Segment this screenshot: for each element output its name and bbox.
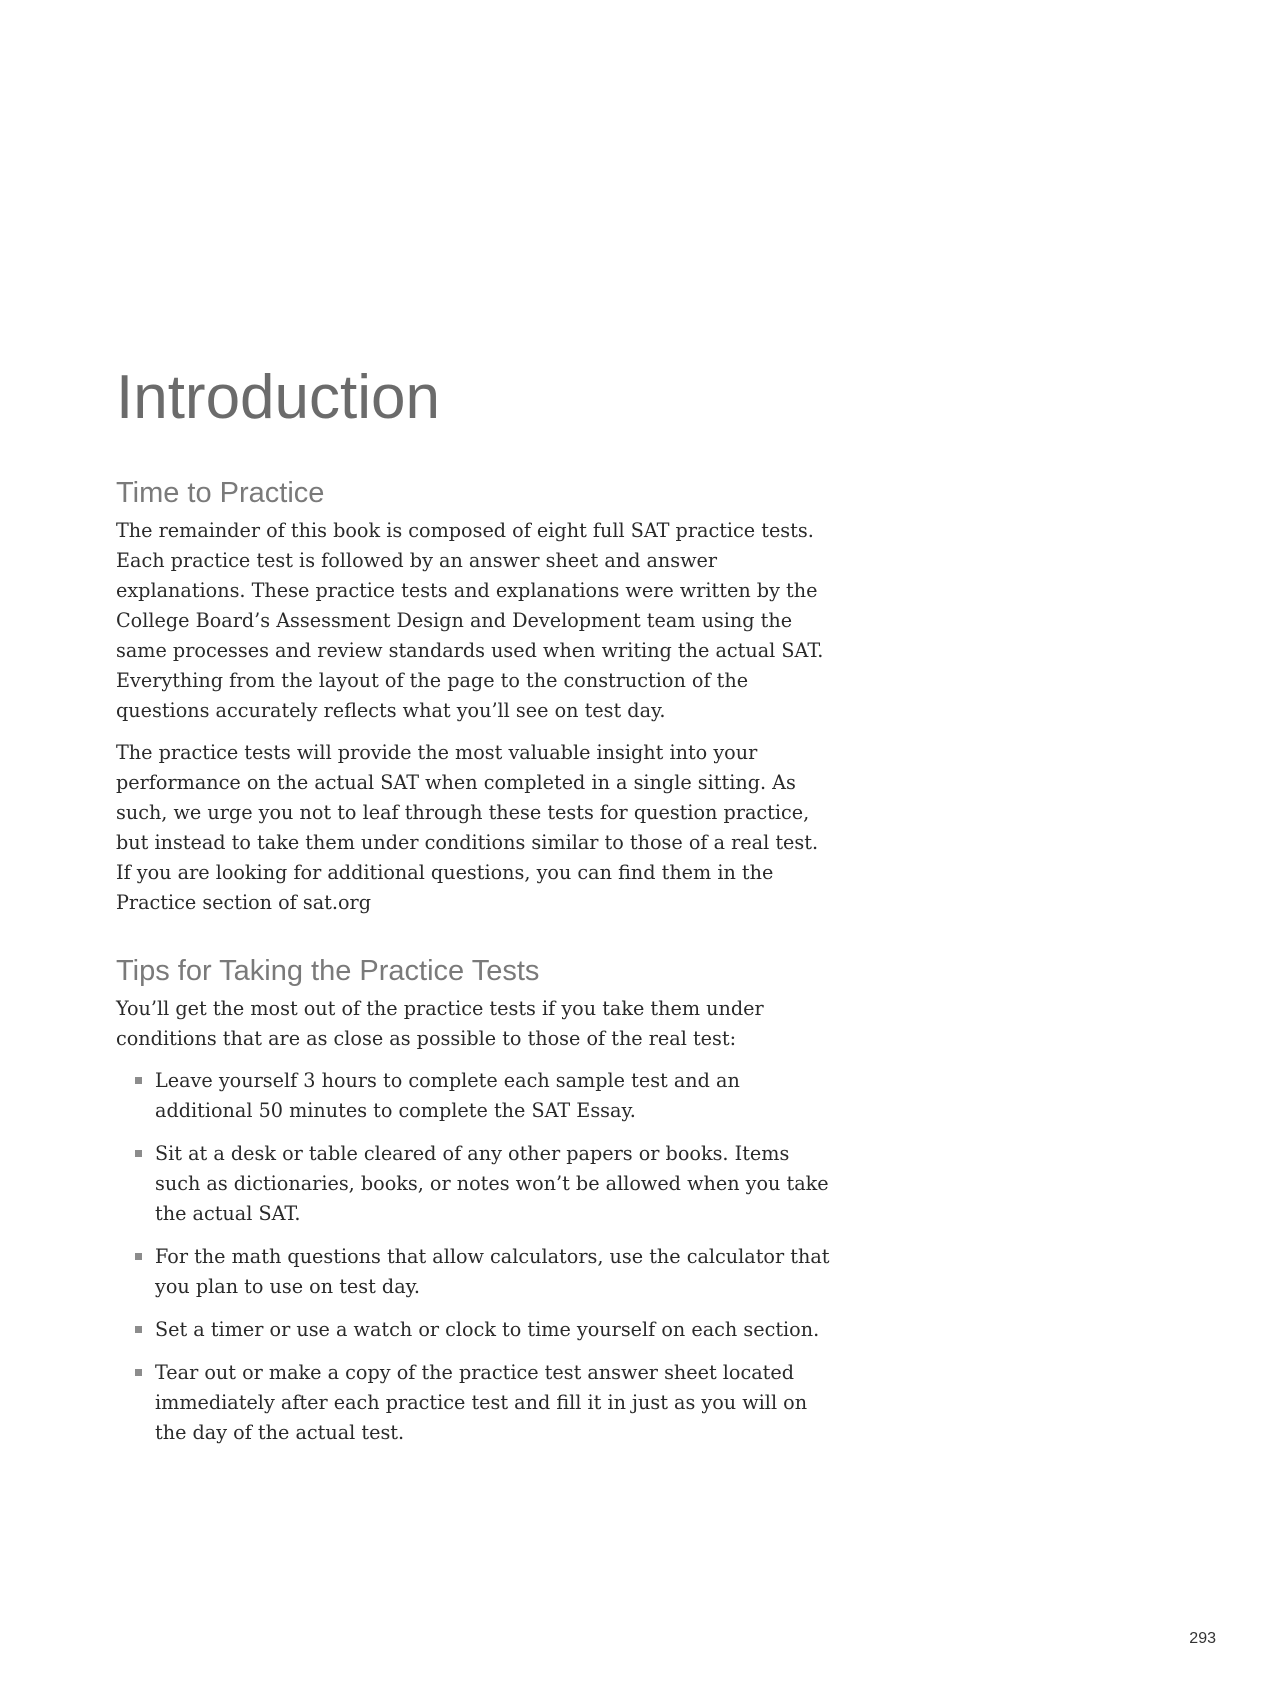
list-item [116,1242,836,1302]
square-bullet-icon [135,1253,142,1260]
page-number: 293 [1189,1630,1216,1647]
section-time-to-practice [116,474,836,930]
list-item-text: Set a timer or use a watch or clock to time yourself on each section. [155,1318,820,1341]
list-item [116,1066,836,1126]
paragraph: The remainder of this book is composed of eight full SAT practice tests. Each practice test is followed by an answer sheet and answer explanations. These practice tests and explanations were written by the College Board’s Assessment Design and Development team using the same processes and review standards used when writing the actual SAT. Everything from the layout of the page to the construction of the questions accurately reflects what you’ll see on test day. [116,519,824,722]
list-item-text: Tear out or make a copy of the practice test answer sheet located immediately after each practice test and fill it in just as you will on the day of the actual test. [155,1361,808,1444]
section-tips [116,952,836,1461]
section-heading: Time to Practice [116,477,325,509]
list-item-text: Sit at a desk or table cleared of any other papers or books. Items such as dictionaries, books, or notes won’t be allowed when you take the actual SAT. [155,1142,829,1225]
list-item [116,1315,836,1345]
paragraph: The practice tests will provide the most valuable insight into your performance on the actual SAT when completed in a single sitting. As such, we urge you not to leaf through these tests for question practice, but instead to take them under conditions similar to those of a real test. If you are looking for additional questions, you can find them in the Practice section of sat.org [116,741,819,914]
tips-list [116,1066,836,1448]
page-title: Introduction [116,363,440,432]
list-item-text: For the math questions that allow calculators, use the calculator that you plan to use on test day. [155,1245,830,1298]
square-bullet-icon [135,1077,142,1084]
section-heading: Tips for Taking the Practice Tests [116,955,540,987]
square-bullet-icon [135,1369,142,1376]
tips-intro: You’ll get the most out of the practice tests if you take them under conditions that are as close as possible to those of the real test: [116,997,764,1050]
list-item [116,1139,836,1229]
list-item-text: Leave yourself 3 hours to complete each sample test and an additional 50 minutes to complete the SAT Essay. [155,1069,740,1122]
square-bullet-icon [135,1326,142,1333]
square-bullet-icon [135,1150,142,1157]
list-item [116,1358,836,1448]
